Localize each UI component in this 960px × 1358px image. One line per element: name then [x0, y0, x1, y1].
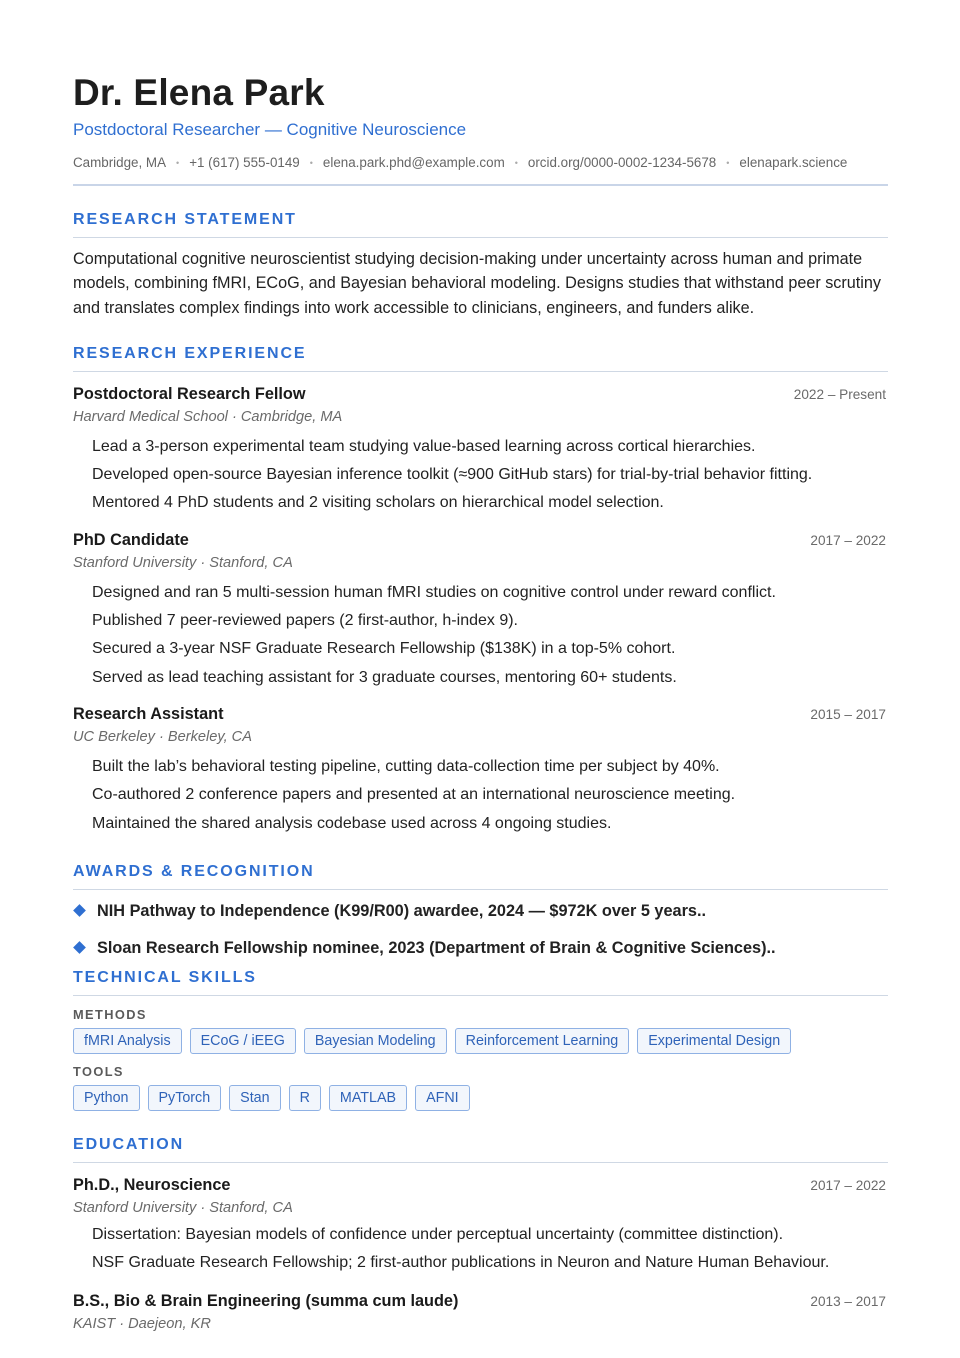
- section-title: TECHNICAL SKILLS: [73, 968, 257, 986]
- section-title: RESEARCH EXPERIENCE: [73, 344, 307, 362]
- job-bullets: [73, 753, 888, 838]
- school-name: Stanford University · Stanford, CA: [73, 1199, 293, 1216]
- education-entry: [73, 1175, 888, 1278]
- section-divider: [73, 889, 888, 890]
- awards-section: [73, 862, 888, 959]
- section-title: RESEARCH STATEMENT: [73, 211, 297, 228]
- award-text: NIH Pathway to Independence (K99/R00) awardee, 2024 — $972K over 5 years..: [97, 901, 707, 920]
- diamond-bullet-icon: [73, 941, 86, 954]
- methods-chips: [73, 1028, 888, 1054]
- experience-entry: [73, 530, 888, 692]
- contact-separator: •: [514, 158, 518, 168]
- job-bullet: Developed open-source Bayesian inference toolkit (≈900 GitHub stars) for trial-by-trial behavior fitting.: [92, 466, 813, 484]
- job-organization: Stanford University · Stanford, CA: [73, 554, 293, 571]
- job-dates: 2017 – 2022: [810, 532, 886, 548]
- job-dates: 2022 – Present: [793, 386, 886, 402]
- job-bullets: [73, 433, 888, 518]
- skill-chip: R: [289, 1085, 321, 1111]
- section-divider: [73, 1162, 888, 1163]
- skill-chip: Experimental Design: [637, 1028, 791, 1054]
- degree-bullet: NSF Graduate Research Fellowship; 2 first-author publications in Neuron and Nature Human Behaviour.: [92, 1254, 830, 1272]
- contact-website[interactable]: elenapark.science: [739, 155, 848, 170]
- contact-location: Cambridge, MA: [73, 155, 167, 170]
- job-title: Postdoctoral Research Fellow: [73, 384, 306, 403]
- degree-bullet: Dissertation: Bayesian models of confidence under perceptual uncertainty (committee distinction).: [92, 1225, 784, 1243]
- contact-phone: +1 (617) 555-0149: [189, 155, 300, 170]
- job-bullets: [73, 579, 888, 692]
- skill-group-label: METHODS: [73, 1006, 147, 1022]
- award-text: Sloan Research Fellowship nominee, 2023 (Department of Brain & Cognitive Sciences)..: [97, 938, 776, 957]
- skill-chip: MATLAB: [329, 1085, 407, 1111]
- skill-chip: PyTorch: [148, 1085, 222, 1111]
- degree-dates: 2013 – 2017: [810, 1294, 886, 1310]
- skill-chip: Stan: [229, 1085, 280, 1111]
- job-bullet: Secured a 3-year NSF Graduate Research Fellowship ($138K) in a top-5% cohort.: [92, 640, 676, 658]
- contact-separator: •: [726, 158, 730, 168]
- job-organization: UC Berkeley · Berkeley, CA: [73, 728, 252, 745]
- degree-bullets: [73, 1221, 888, 1278]
- education-entry: [73, 1291, 888, 1334]
- awards-list: [73, 900, 888, 959]
- job-title: Research Assistant: [73, 704, 224, 723]
- resume-page: [73, 72, 888, 1334]
- job-bullet: Built the lab’s behavioral testing pipeline, cutting data-collection time per subject by 40%.: [92, 757, 720, 775]
- research-statement-section: [73, 210, 888, 320]
- resume-header: [73, 72, 888, 186]
- research-experience-section: [73, 344, 888, 838]
- job-bullet: Designed and ran 5 multi-session human fMRI studies on cognitive control under reward conflict.: [92, 583, 776, 601]
- contact-orcid[interactable]: orcid.org/0000-0002-1234-5678: [527, 155, 717, 170]
- header-divider: [73, 184, 888, 186]
- job-bullet: Published 7 peer-reviewed papers (2 first-author, h-index 9).: [92, 612, 518, 630]
- section-divider: [73, 371, 888, 372]
- tools-chips: [73, 1085, 888, 1111]
- skill-chip: fMRI Analysis: [73, 1028, 182, 1054]
- skill-chip: Python: [73, 1085, 140, 1111]
- skill-group-label: TOOLS: [73, 1063, 124, 1079]
- experience-entry-header: [73, 704, 888, 724]
- skill-chip: AFNI: [415, 1085, 470, 1111]
- contact-separator: •: [309, 158, 313, 168]
- section-title: EDUCATION: [73, 1135, 185, 1153]
- job-organization: Harvard Medical School · Cambridge, MA: [73, 408, 343, 425]
- experience-entry: [73, 704, 888, 838]
- contact-email[interactable]: elena.park.phd@example.com: [322, 155, 505, 170]
- technical-skills-section: [73, 968, 888, 1111]
- job-bullet: Maintained the shared analysis codebase used across 4 ongoing studies.: [92, 814, 612, 832]
- job-bullet: Served as lead teaching assistant for 3 graduate courses, mentoring 60+ students.: [92, 668, 677, 686]
- section-divider: [73, 995, 888, 996]
- degree-dates: 2017 – 2022: [810, 1177, 886, 1193]
- section-title: AWARDS & RECOGNITION: [73, 862, 315, 880]
- contact-line: [73, 154, 888, 172]
- experience-entry-header: [73, 384, 888, 404]
- education-section: [73, 1135, 888, 1335]
- experience-entry: [73, 384, 888, 518]
- experience-entry-header: [73, 530, 888, 550]
- job-bullet: Lead a 3-person experimental team studying value-based learning across cortical hierarchies.: [92, 437, 756, 455]
- diamond-bullet-icon: [73, 904, 86, 917]
- job-bullet: Co-authored 2 conference papers and presented at an international neuroscience meeting.: [92, 786, 736, 804]
- award-item: [73, 937, 888, 959]
- research-statement-text: Computational cognitive neuroscientist studying decision-making under uncertainty across human and primate models, combining fMRI, ECoG, and Bayesian behavioral modeling. Designs studies that withstand peer scrutiny and translates complex findings into work accessible to clinicians, engineers, and funders alike.: [73, 250, 881, 317]
- education-entry-header: [73, 1291, 888, 1311]
- skill-chip: ECoG / iEEG: [190, 1028, 296, 1054]
- candidate-role: Postdoctoral Researcher — Cognitive Neuroscience: [73, 120, 467, 139]
- skill-chip: Reinforcement Learning: [455, 1028, 630, 1054]
- degree-title: Ph.D., Neuroscience: [73, 1175, 231, 1194]
- job-bullet: Mentored 4 PhD students and 2 visiting scholars on hierarchical model selection.: [92, 494, 664, 512]
- job-dates: 2015 – 2017: [810, 706, 886, 722]
- skill-chip: Bayesian Modeling: [304, 1028, 447, 1054]
- school-name: KAIST · Daejeon, KR: [73, 1316, 211, 1333]
- education-entry-header: [73, 1175, 888, 1195]
- award-item: [73, 900, 888, 922]
- section-divider: [73, 237, 888, 238]
- degree-title: B.S., Bio & Brain Engineering (summa cum laude): [73, 1292, 459, 1311]
- job-title: PhD Candidate: [73, 530, 189, 549]
- candidate-name: Dr. Elena Park: [73, 72, 325, 113]
- contact-separator: •: [176, 158, 180, 168]
